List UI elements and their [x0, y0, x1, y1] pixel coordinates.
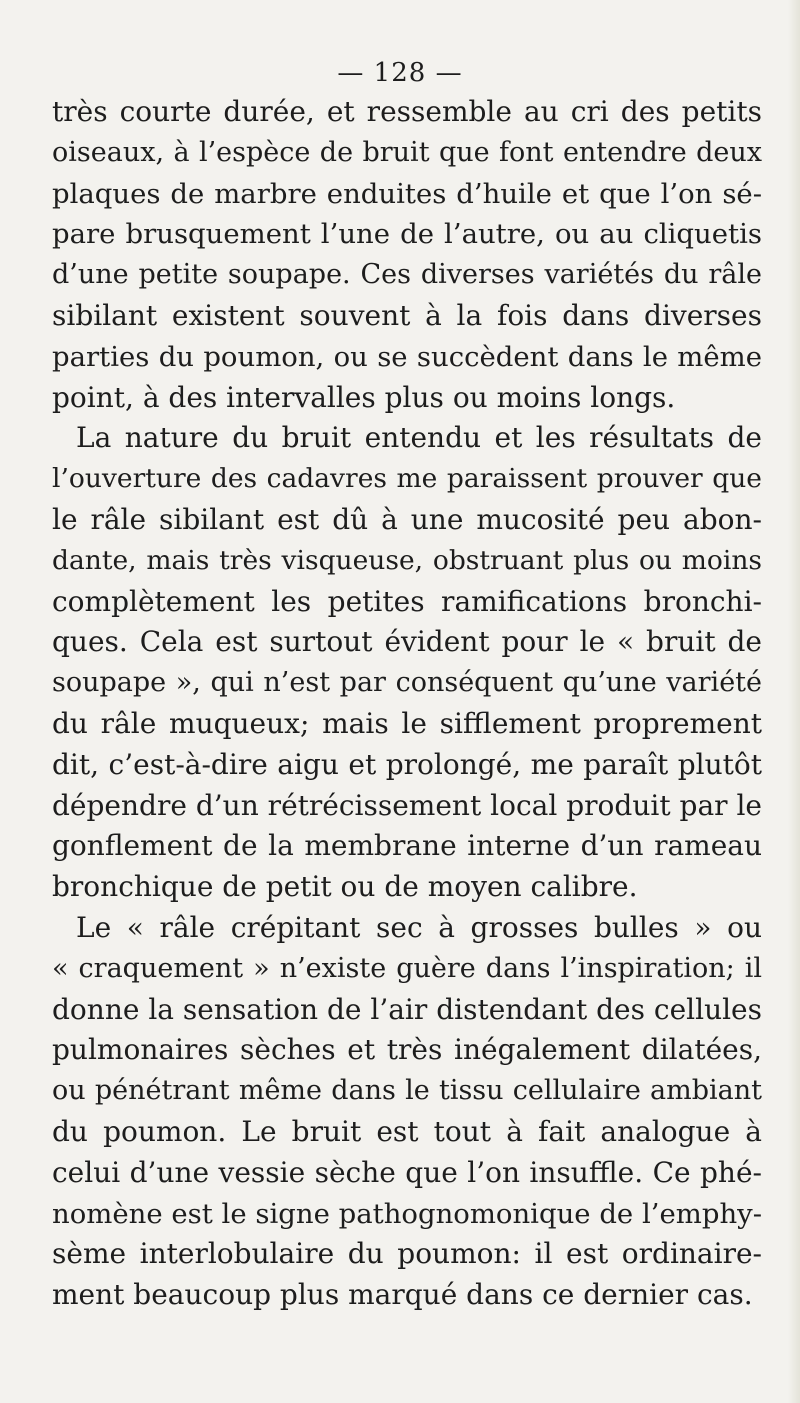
- text-line: le râle sibilant est dû à une mucosité peu abon-: [52, 502, 762, 536]
- text-line: pare brusquement l’une de l’autre, ou au cliquetis: [52, 218, 762, 251]
- text-line: complètement les petites ramifications bronchi-: [52, 584, 762, 618]
- page-edge: [788, 0, 800, 1403]
- text-line: d’une petite soupape. Ces diverses variétés du râle: [52, 259, 762, 291]
- body-text: [52, 92, 762, 1316]
- text-line: très courte durée, et ressemble au cri des petits: [52, 95, 762, 128]
- text-line: l’ouverture des cadavres me paraissent prouver que: [52, 463, 762, 495]
- page-number: — 128 —: [337, 58, 463, 88]
- text-line: Le « râle crépitant sec à grosses bulles » ou: [76, 910, 762, 944]
- text-line: ment beaucoup plus marqué dans ce dernier cas.: [52, 1278, 753, 1312]
- text-line: sibilant existent souvent à la fois dans diverses: [52, 298, 762, 332]
- text-line: sème interlobulaire du poumon: il est ordinaire-: [52, 1237, 762, 1271]
- text-line: dit, c’est-à-dire aigu et prolongé, me paraît plutôt: [52, 747, 762, 781]
- text-line: bronchique de petit ou de moyen calibre.: [52, 870, 638, 904]
- text-line: pulmonaires sèches et très inégalement dilatées,: [52, 1033, 762, 1067]
- text-line: ques. Cela est surtout évident pour le « bruit de: [52, 625, 762, 659]
- text-line: point, à des intervalles plus ou moins longs.: [52, 380, 676, 414]
- text-line: ou pénétrant même dans le tissu cellulaire ambiant: [52, 1075, 762, 1107]
- text-line: oiseaux, à l’espèce de bruit que font entendre deux: [52, 136, 762, 168]
- text-line: plaques de marbre enduites d’huile et que l’on sé-: [52, 177, 762, 210]
- text-line: gonflement de la membrane interne d’un rameau: [52, 829, 762, 863]
- text-line: soupape », qui n’est par conséquent qu’une variété: [52, 667, 762, 699]
- text-line: donne la sensation de l’air distendant des cellules: [52, 992, 762, 1026]
- text-line: La nature du bruit entendu et les résultats de: [76, 421, 762, 455]
- text-line: dépendre d’un rétrécissement local produit par le: [52, 788, 762, 822]
- text-line: « craquement » n’existe guère dans l’inspiration; il: [52, 952, 762, 984]
- text-line: du râle muqueux; mais le sifflement proprement: [52, 706, 762, 740]
- text-line: du poumon. Le bruit est tout à fait analogue à: [52, 1114, 762, 1148]
- text-line: nomène est le signe pathognomonique de l’emphy-: [52, 1197, 762, 1230]
- text-line: celui d’une vessie sèche que l’on insuffle. Ce phé-: [52, 1155, 762, 1189]
- text-line: dante, mais très visqueuse, obstruant plus ou moins: [52, 544, 762, 576]
- text-line: parties du poumon, ou se succèdent dans le même: [52, 340, 762, 373]
